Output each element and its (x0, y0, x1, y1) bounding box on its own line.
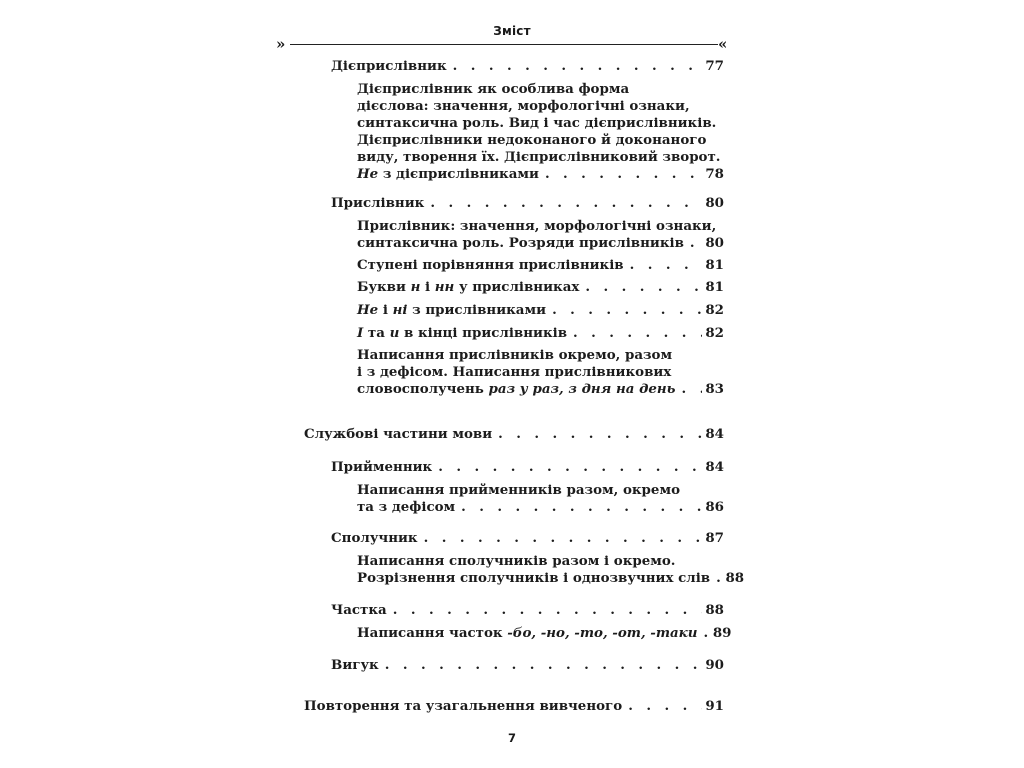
toc-page-number: 83 (705, 381, 724, 397)
toc-entry-title (357, 279, 579, 296)
toc-entry (357, 257, 724, 274)
toc-entry-line: синтаксична роль. Вид і час дієприслівників. (357, 115, 717, 131)
toc-entry-line: Написання прислівників окремо, разом (357, 347, 673, 363)
toc-entry (304, 698, 724, 715)
toc-italic-term: І (357, 325, 364, 341)
toc-entry-line: дієслова: значення, морфологічні ознаки, (357, 98, 690, 114)
toc-page-number: 87 (705, 530, 724, 546)
toc-page-number: 82 (705, 325, 724, 341)
toc-page-number: 88 (725, 570, 745, 586)
toc-entry-title (357, 302, 546, 319)
toc-entry-text: Букви (357, 279, 411, 295)
toc-italic-term: Не (357, 302, 379, 318)
toc-entry (357, 218, 724, 252)
toc-dot-leader (710, 570, 722, 587)
toc-entry-title: Дієприслівник (331, 58, 447, 74)
toc-entry-text: Написання часток (357, 625, 508, 641)
toc-entry-line: і з дефісом. Написання прислівникових (357, 364, 672, 380)
toc-page-number: 89 (712, 625, 732, 641)
toc-page-number: 78 (705, 166, 724, 182)
toc-entry (331, 657, 724, 674)
toc-entry (357, 347, 724, 398)
toc-entry-title: Частка (331, 602, 387, 618)
toc-entry-title: Ступені порівняння прислівників (357, 257, 624, 273)
toc-entry (357, 302, 724, 319)
toc-entry-text: з дієприслівниками (378, 166, 539, 182)
toc-entry-title (357, 166, 539, 183)
toc-page-number: 80 (705, 235, 724, 251)
toc-entry-line: Прислівник: значення, морфологічні ознаки, (357, 218, 717, 234)
toc-entry (331, 459, 724, 476)
toc-dot-leader (432, 459, 702, 476)
toc-italic-term: -бо, -но, -то, -от, -таки (507, 625, 698, 641)
toc-dot-leader (418, 530, 702, 547)
header-quote-right: « (718, 35, 728, 53)
toc-dot-leader (455, 499, 702, 516)
toc-dot-leader (492, 426, 702, 443)
toc-entry (357, 279, 724, 296)
toc-entry-title (357, 325, 567, 342)
toc-italic-term: Не (357, 166, 379, 182)
page-number: 7 (507, 731, 516, 745)
toc-page-number: 80 (705, 195, 724, 211)
toc-entry-title (357, 625, 697, 642)
toc-dot-leader (624, 257, 702, 274)
toc-entry-text: і (378, 302, 393, 318)
toc-italic-term: н (410, 279, 421, 295)
toc-entry-title: Прислівник (331, 195, 425, 211)
toc-entry-line: Написання прийменників разом, окремо (357, 482, 681, 498)
toc-entry-line: Дієприслівник як особлива форма (357, 81, 630, 97)
toc-entry-title: Повторення та узагальнення вивченого (304, 698, 623, 714)
toc-dot-leader (424, 195, 702, 212)
toc-page-number: 81 (705, 257, 724, 273)
toc-entry-text: та (363, 325, 390, 341)
toc-page-number: 77 (705, 58, 724, 74)
toc-dot-leader (539, 166, 702, 183)
toc-dot-leader (697, 625, 709, 642)
toc-entry-title: Службові частини мови (304, 426, 493, 442)
toc-page-number: 84 (705, 426, 724, 442)
toc-page-number: 88 (705, 602, 724, 618)
toc-entry (357, 325, 724, 342)
toc-dot-leader (546, 302, 702, 319)
toc-entry (357, 482, 724, 516)
toc-dot-leader (567, 325, 702, 342)
toc-entry-title: та з дефісом (357, 499, 456, 515)
toc-italic-term: ні (392, 302, 408, 318)
toc-entry-title: Вигук (331, 657, 379, 673)
toc-page-number: 91 (705, 698, 724, 714)
toc-entry (357, 81, 724, 183)
toc-entry-line: виду, творення їх. Дієприслівниковий зворот. (357, 149, 721, 165)
toc-entry (357, 553, 745, 587)
toc-entry (357, 625, 732, 642)
toc-page-number: 81 (705, 279, 724, 295)
toc-entry (331, 530, 724, 547)
toc-italic-term: нн (434, 279, 455, 295)
toc-entry-text: в кінці прислівників (399, 325, 568, 341)
header-quote-left: » (276, 35, 286, 53)
toc-dot-leader (447, 58, 702, 75)
toc-page-number: 86 (705, 499, 724, 515)
toc-entry-text: словосполучень (357, 381, 489, 397)
toc-page-number: 90 (705, 657, 724, 673)
toc-entry-title: Прийменник (331, 459, 433, 475)
toc-entry-text: з прислівниками (407, 302, 547, 318)
toc-dot-leader (622, 698, 702, 715)
toc-entry-line: Дієприслівники недоконаного й доконаного (357, 132, 707, 148)
toc-entry (331, 602, 724, 619)
toc-page-number: 84 (705, 459, 724, 475)
toc-entry-title: синтаксична роль. Розряди прислівників (357, 235, 684, 251)
toc-entry-text: у прислівниках (454, 279, 580, 295)
toc-dot-leader (579, 279, 702, 296)
toc-entry-text: і (420, 279, 435, 295)
page-header-title: Зміст (493, 24, 531, 38)
toc-entry-title (357, 381, 676, 398)
toc-italic-term: раз у раз, з дня на день (488, 381, 676, 397)
toc-entry (304, 426, 724, 443)
toc-dot-leader (684, 235, 702, 252)
toc-entry-title: Розрізнення сполучників і однозвучних слів (357, 570, 711, 586)
toc-dot-leader (387, 602, 702, 619)
toc-entry-line: Написання сполучників разом і окремо. (357, 553, 676, 569)
toc-dot-leader (379, 657, 702, 674)
toc-entry (331, 195, 724, 212)
toc-dot-leader (676, 381, 703, 398)
toc-page-number: 82 (705, 302, 724, 318)
toc-italic-term: и (389, 325, 400, 341)
toc-entry (331, 58, 724, 75)
toc-entry-title: Сполучник (331, 530, 418, 546)
